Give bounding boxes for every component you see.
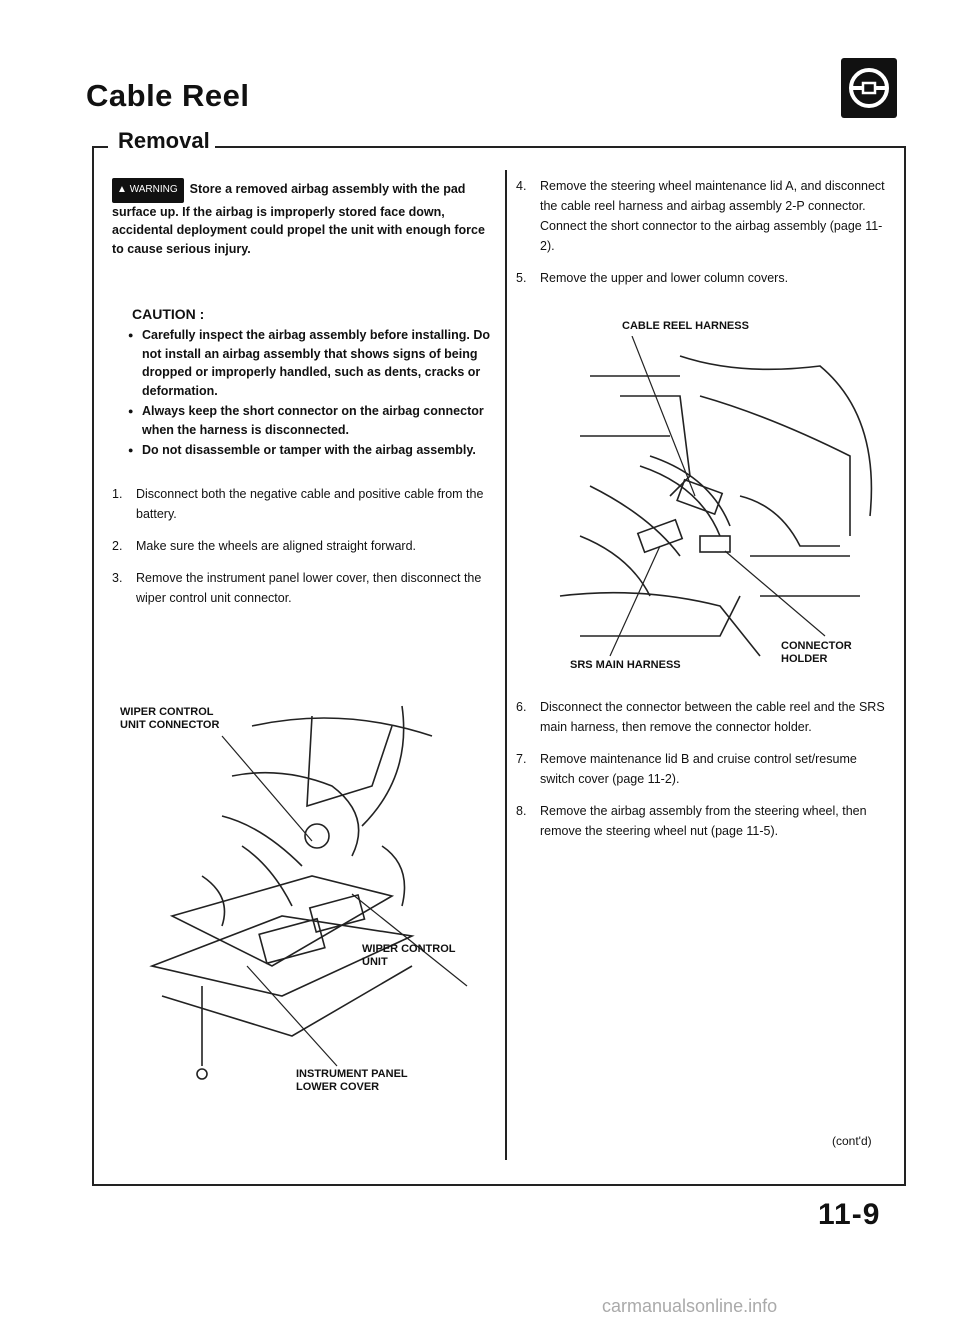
caution-item: ● Carefully inspect the airbag assembly before installing. Do not install an airbag assembly that shows signs of being dropped or improperly handled, such as dents, cracks or deformation. <box>128 326 490 400</box>
label-cable-reel-harness: CABLE REEL HARNESS <box>622 320 749 332</box>
step-text: Remove the airbag assembly from the steering wheel, then remove the steering wheel nut (page 11-5). <box>540 804 867 838</box>
step-item <box>112 568 497 608</box>
caution-heading: CAUTION : <box>132 306 205 322</box>
step-number: 2. <box>112 539 123 553</box>
frame-top-left <box>92 146 108 148</box>
warning-text: Store a removed airbag assembly with the pad surface up. If the airbag is improperly stored face down, accidental deployment could propel the unit with enough force to cause serious injury. <box>112 182 485 256</box>
label-connector-holder: CONNECTOR HOLDER <box>781 640 852 665</box>
step-item <box>516 176 894 256</box>
step-number: 4. <box>516 179 527 193</box>
frame-top-right <box>215 146 906 148</box>
warning-tag: ▲ WARNING <box>112 178 184 203</box>
step-number: 7. <box>516 752 527 766</box>
step-item <box>516 749 894 789</box>
steps-right-bottom <box>516 697 894 853</box>
label-wiper-unit: WIPER CONTROL UNIT <box>362 943 456 968</box>
step-number: 6. <box>516 700 527 714</box>
step-text: Disconnect both the negative cable and positive cable from the battery. <box>136 487 484 521</box>
page-number: 11-9 <box>818 1198 881 1231</box>
step-item <box>112 536 497 556</box>
step-number: 5. <box>516 271 527 285</box>
steering-wheel-icon <box>841 58 897 118</box>
column-divider <box>505 170 507 1160</box>
page-title: Cable Reel <box>86 78 250 113</box>
frame-right <box>904 146 906 1186</box>
section-title: Removal <box>118 128 210 153</box>
watermark: carmanualsonline.info <box>602 1296 778 1316</box>
continued-note: (cont'd) <box>832 1134 872 1148</box>
step-text: Make sure the wheels are aligned straight forward. <box>136 539 417 553</box>
step-item <box>516 268 894 288</box>
label-wiper-connector: WIPER CONTROL UNIT CONNECTOR <box>120 706 220 731</box>
frame-bottom <box>92 1184 906 1186</box>
steps-left <box>112 484 497 620</box>
caution-list <box>128 326 490 462</box>
frame-left <box>92 148 94 1184</box>
step-number: 1. <box>112 487 123 501</box>
label-lower-cover: INSTRUMENT PANEL LOWER COVER <box>296 1068 408 1093</box>
cable-reel-illustration <box>520 336 895 666</box>
step-number: 3. <box>112 571 123 585</box>
step-item <box>516 697 894 737</box>
step-text: Disconnect the connector between the cable reel and the SRS main harness, then remove the connector holder. <box>540 700 885 734</box>
step-text: Remove the instrument panel lower cover, then disconnect the wiper control unit connector. <box>136 571 482 605</box>
step-item <box>112 484 497 524</box>
step-text: Remove the upper and lower column covers. <box>540 271 789 285</box>
label-srs-main-harness: SRS MAIN HARNESS <box>570 659 681 671</box>
caution-item: ● Always keep the short connector on the airbag connector when the harness is disconnected. <box>128 402 490 439</box>
step-text: Remove the steering wheel maintenance lid A, and disconnect the cable reel harness and airbag assembly 2-P connector. Connect the short connector to the airbag assembly (page 11-2). <box>540 179 885 253</box>
step-number: 8. <box>516 804 527 818</box>
warning-triangle-icon: ▲ <box>117 184 127 195</box>
step-item <box>516 801 894 841</box>
steps-right-top <box>516 176 894 300</box>
step-text: Remove maintenance lid B and cruise control set/resume switch cover (page 11-2). <box>540 752 857 786</box>
warning-block <box>112 178 490 258</box>
caution-item: ● Do not disassemble or tamper with the airbag assembly. <box>128 441 490 460</box>
